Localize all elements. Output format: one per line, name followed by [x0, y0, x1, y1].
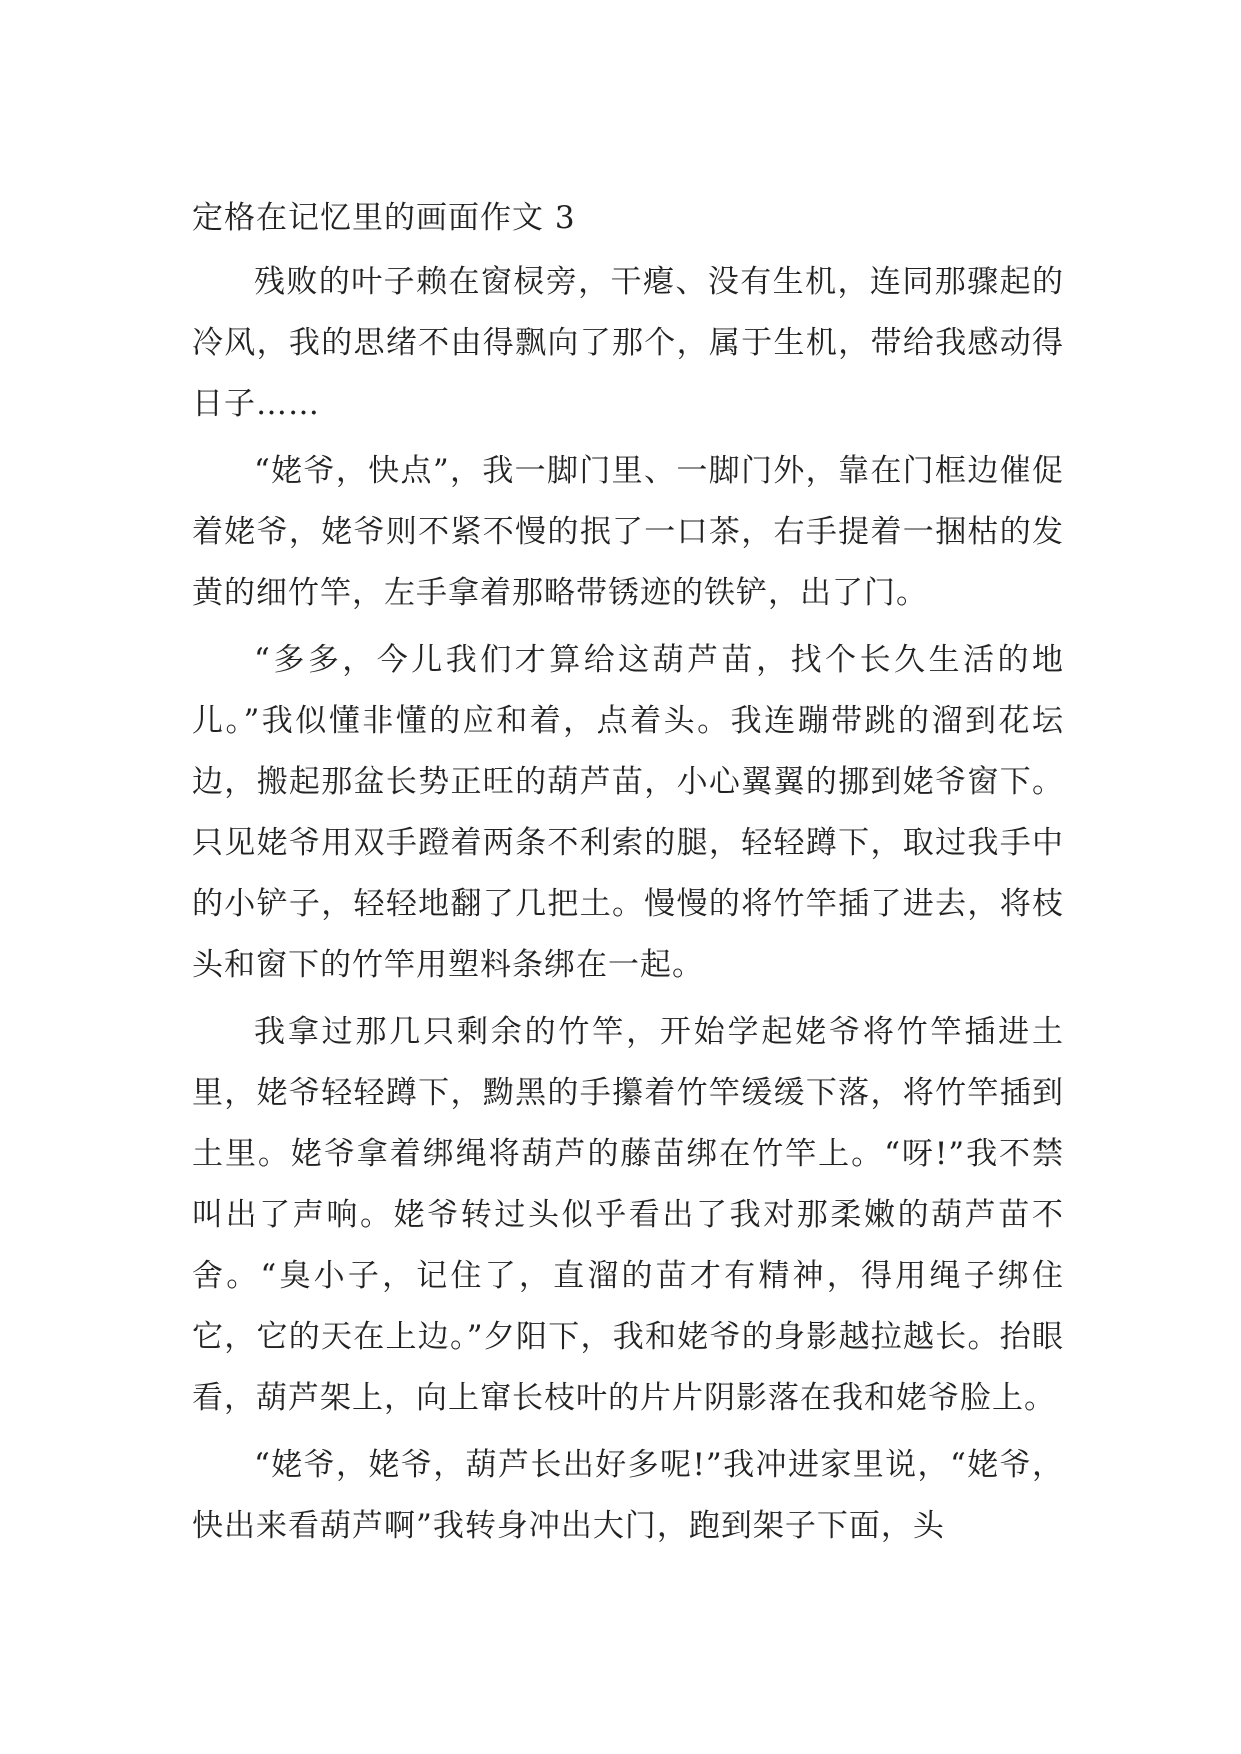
paragraph-3: “多多，今儿我们才算给这葫芦苗，找个长久生活的地儿。”我似懂非懂的应和着，点着头。我连蹦带跳的溜到花坛边，搬起那盆长势正旺的葫芦苗，小心翼翼的挪到姥爷窗下。只见姥爷用双手蹬着两条不利索的腿，轻轻蹲下，取过我手中的小铲子，轻轻地翻了几把土。慢慢的将竹竿插了进去，将枝头和窗下的竹竿用塑料条绑在一起。: [192, 642, 1064, 983]
paragraph-1: 残败的叶子赖在窗棂旁，干瘪、没有生机，连同那骤起的冷风，我的思绪不由得飘向了那个，属于生机，带给我感动得日子……: [192, 264, 1064, 422]
paragraph-5: “姥爷，姥爷，葫芦长出好多呢!”我冲进家里说，“姥爷，快出来看葫芦啊”我转身冲出大门，跑到架子下面，头: [192, 1447, 1064, 1544]
document-body: [192, 190, 1064, 1557]
paragraph-4: 我拿过那几只剩余的竹竿，开始学起姥爷将竹竿插进土里，姥爷轻轻蹲下，黝黑的手攥着竹竿缓缓下落，将竹竿插到土里。姥爷拿着绑绳将葫芦的藤苗绑在竹竿上。“呀!”我不禁叫出了声响。姥爷转过头似乎看出了我对那柔嫩的葫芦苗不舍。“臭小子，记住了，直溜的苗才有精神，得用绳子绑住它，它的天在上边。”夕阳下，我和姥爷的身影越拉越长。抬眼看，葫芦架上，向上窜长枝叶的片片阴影落在我和姥爷脸上。: [192, 1014, 1064, 1416]
essay-title: 定格在记忆里的画面作文 3: [192, 200, 576, 236]
paragraph-2: “姥爷，快点”，我一脚门里、一脚门外，靠在门框边催促着姥爷，姥爷则不紧不慢的抿了一口茶，右手提着一捆枯的发黄的细竹竿，左手拿着那略带锈迹的铁铲，出了门。: [192, 453, 1064, 611]
